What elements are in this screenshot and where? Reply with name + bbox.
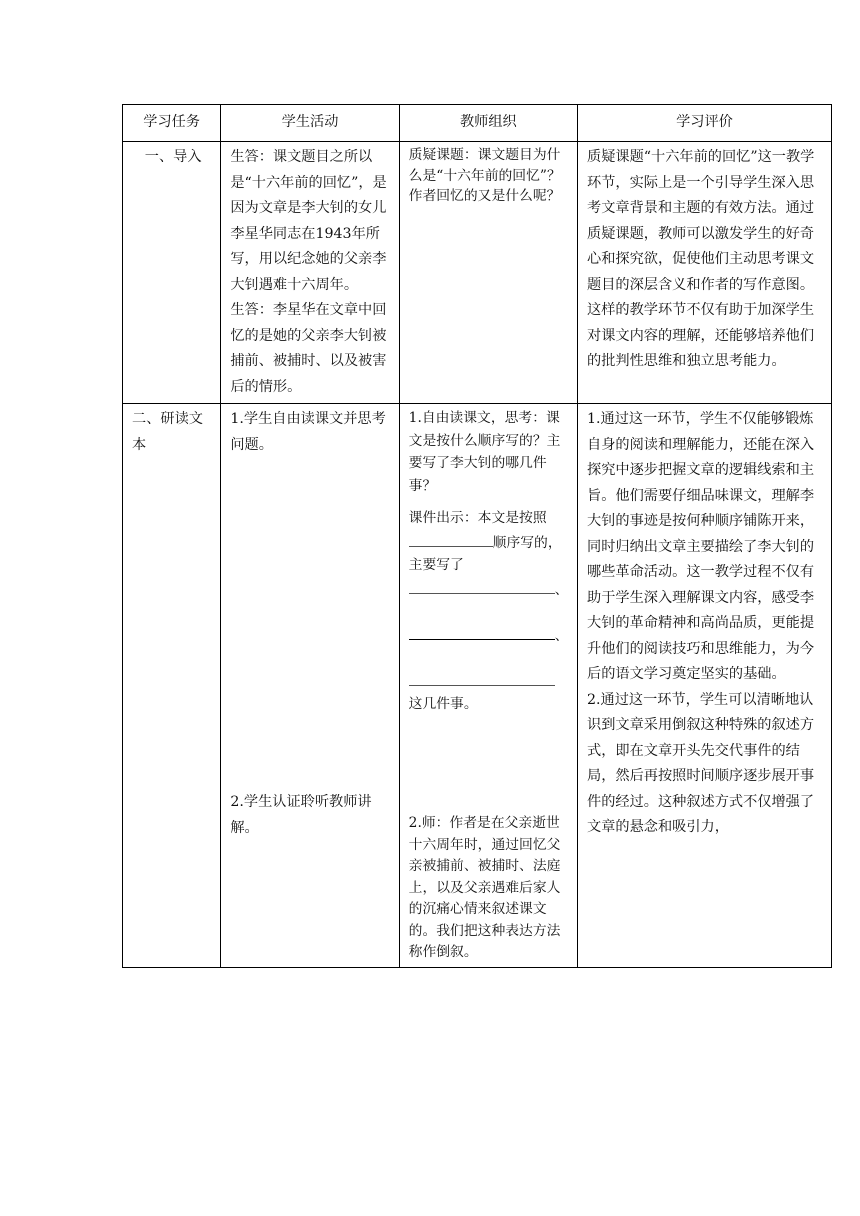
- fill-blank-order: [409, 530, 493, 547]
- courseware-text-a: 课件出示：本文是按照: [408, 510, 547, 526]
- fill-blank-event-1: [409, 577, 555, 594]
- task-cell: 二、研读文本: [123, 404, 221, 968]
- student-answer-1: 生答：课文题目之所以是“十六年前的回忆”，是因为文章是李大钊的女儿李星华同志在1943年所写，用以纪念她的父亲李大钊遇难十六周年。: [230, 149, 387, 293]
- student-activity-1: 1.学生自由读课文并思考问题。: [230, 411, 386, 453]
- table-row: [123, 142, 832, 404]
- student-activity-cell: [221, 404, 399, 968]
- header-teacher-organization: 教师组织: [399, 105, 577, 142]
- courseware-text-b: 顺序写的，主要写了: [408, 534, 562, 573]
- evaluation-cell: [578, 142, 832, 404]
- separator-1: 、: [554, 581, 569, 598]
- separator-2: 、: [554, 628, 569, 644]
- courseware-end: 这几件事。: [408, 696, 478, 712]
- teacher-question: 质疑课题：课文题目为什么是“十六年前的回忆”？作者回忆的又是什么呢？: [408, 147, 561, 204]
- student-activity-2: 2.学生认证聆听教师讲解。: [230, 794, 372, 836]
- table-row: [123, 404, 832, 968]
- header-student-activity: 学生活动: [221, 105, 399, 142]
- courseware-line-3: [409, 669, 571, 693]
- task-cell: 一、导入: [123, 142, 221, 404]
- fill-blank-event-3: [409, 669, 555, 686]
- header-evaluation: 学习评价: [578, 105, 832, 142]
- teacher-organization-cell: [399, 404, 577, 968]
- evaluation-text-1: 1.通过这一环节，学生不仅能够锻炼自身的阅读和理解能力，还能在深入探究中逐步把握文章的逻辑线索和主旨。他们需要仔细品味课文，理解李大钊的事迹是按何种顺序铺陈开来，同时归纳出文章主要描绘了李大钊的哪些革命活动。这一教学过程不仅有助于学生深入理解课文内容，感受李大钊的革命精神和高尚品质，更能提升他们的阅读技巧和思维能力，为今后的语文学习奠定坚实的基础。: [587, 411, 815, 682]
- evaluation-text: 质疑课题“十六年前的回忆”这一教学环节，实际上是一个引导学生深入思考文章背景和主题的有效方法。通过质疑课题，教师可以激发学生的好奇心和探究欲，促使他们主动思考课文题目的深层含义和作者的写作意图。这样的教学环节不仅有助于加深学生对课文内容的理解，还能够培养他们的批判性思维和独立思考能力。: [587, 149, 815, 369]
- spacer: [409, 715, 571, 813]
- student-activity-cell: [221, 142, 399, 404]
- lesson-plan-table: [122, 104, 832, 968]
- spacer: [230, 458, 392, 790]
- header-task: 学习任务: [123, 105, 221, 142]
- evaluation-cell: [578, 404, 832, 968]
- table-header-row: [123, 105, 832, 142]
- fill-blank-event-2: [409, 623, 555, 640]
- courseware-line-2: [409, 623, 571, 647]
- courseware-prompt: [409, 507, 571, 601]
- student-answer-2: 生答：李星华在文章中回忆的是她的父亲李大钊被捕前、被捕时、以及被害后的情形。: [230, 302, 387, 395]
- spacer: [409, 601, 571, 623]
- teacher-organization-cell: [399, 142, 577, 404]
- evaluation-text-2: 2.通过这一环节，学生可以清晰地认识到文章采用倒叙这种特殊的叙述方式，即在文章开头先交代事件的结局，然后再按照时间顺序逐步展开事件的经过。这种叙述方式不仅增强了文章的悬念和吸引力，: [587, 691, 815, 835]
- spacer: [409, 647, 571, 669]
- teacher-explanation: 2.师：作者是在父亲逝世十六周年时，通过回忆父亲被捕前、被捕时、法庭上，以及父亲遇难后家人的沉痛心情来叙述课文的。我们把这种表达方法称作倒叙。: [408, 815, 561, 960]
- teacher-task-1: 1.自由读课文，思考：课文是按什么顺序写的？主要写了李大钊的哪几件事？: [408, 410, 561, 494]
